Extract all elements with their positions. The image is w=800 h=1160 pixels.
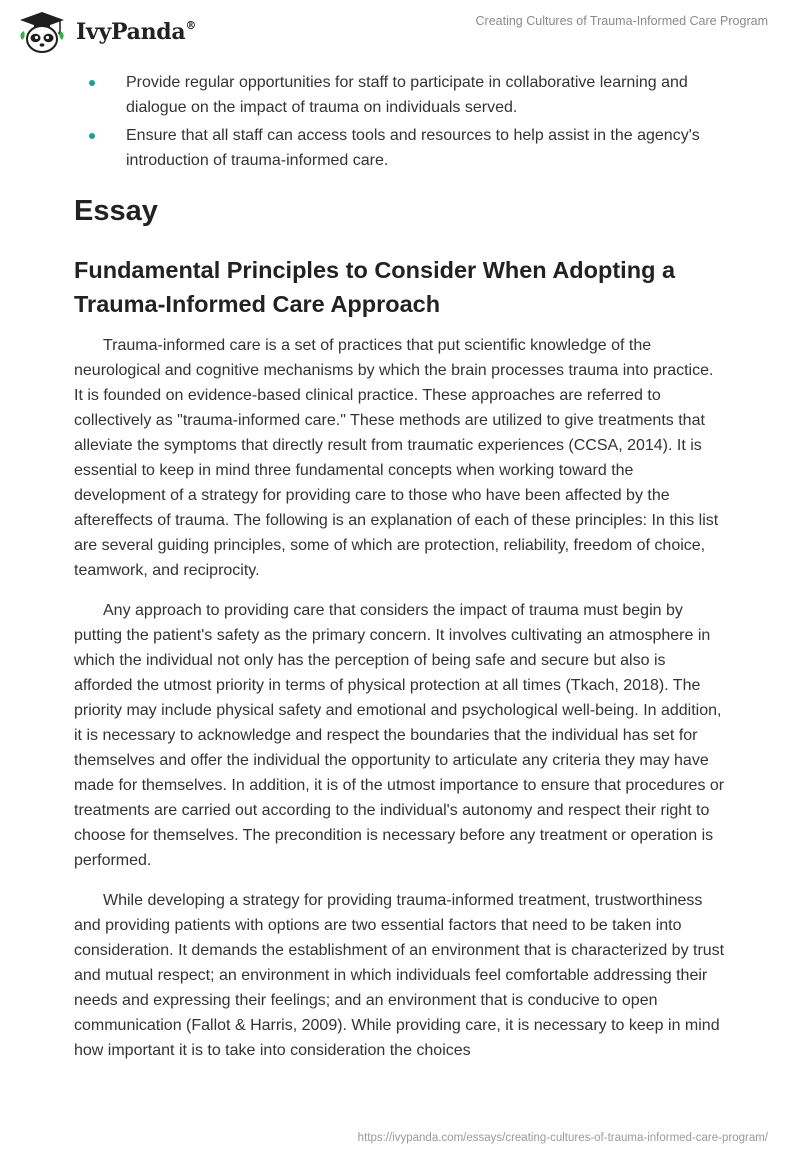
registered-mark: ® — [185, 18, 197, 32]
logo-text: IvyPanda — [76, 19, 186, 45]
essay-heading: Essay — [74, 195, 158, 227]
list-item — [74, 123, 726, 173]
page-header — [0, 0, 800, 64]
bullet-dot-icon — [89, 133, 95, 139]
paragraph: While developing a strategy for providing trauma-informed treatment, trustworthiness and providing patients with options are two essential factors that need to be taken into consideration. It demands the establishment of an environment that is characterized by trust and mutual respect; an environment in which individuals feel comfortable addressing their needs and expressing their feelings; and an environment that is conducive to open communication (Fallot & Harris, 2009). While providing care, it is necessary to keep in mind how important it is to take into consideration the choices — [74, 892, 725, 1059]
list-item-text: Provide regular opportunities for staff to participate in collaborative learning and dialogue on the impact of trauma on individuals served. — [126, 74, 688, 116]
ivypanda-logo[interactable] — [16, 8, 196, 56]
paragraph: Any approach to providing care that considers the impact of trauma must begin by putting the patient's safety as the primary concern. It involves cultivating an atmosphere in which the individual not only has the perception of being safe and secure but also is afforded the utmost priority in terms of physical protection at all times (Tkach, 2018). The priority may include physical safety and emotional and psychological well-being. In addition, it is necessary to acknowledge and respect the boundaries that the individual has set for themselves and offer the individual the opportunity to articulate any criteria they may have made for themselves. In addition, it is of the utmost importance to ensure that procedures or treatments are carried out according to the individual's autonomy and respect their right to choose for themselves. The precondition is necessary before any treatment or operation is performed. — [74, 602, 725, 869]
essay-content — [74, 70, 726, 1063]
list-item — [74, 70, 726, 120]
document-title: Creating Cultures of Trauma-Informed Care Program — [475, 14, 768, 28]
section-heading: Fundamental Principles to Consider When Adopting a Trauma-Informed Care Approach — [74, 257, 676, 317]
list-item-text: Ensure that all staff can access tools and resources to help assist in the agency's introduction of trauma-informed care. — [126, 127, 700, 169]
source-url[interactable]: https://ivypanda.com/essays/creating-cultures-of-trauma-informed-care-program/ — [357, 1132, 768, 1144]
paragraph: Trauma-informed care is a set of practices that put scientific knowledge of the neurological and cognitive mechanisms by which the brain processes trauma into practice. It is founded on evidence-based clinical practice. These approaches are referred to collectively as "trauma-informed care." These methods are utilized to give treatments that alleviate the symptoms that directly result from traumatic experiences (CCSA, 2014). It is essential to keep in mind three fundamental concepts when working toward the development of a strategy for providing care to those who have been affected by the aftereffects of trauma. The following is an explanation of each of these principles: In this list are several guiding principles, some of which are protection, reliability, freedom of choice, teamwork, and reciprocity. — [74, 337, 719, 579]
bullet-list — [74, 70, 726, 173]
panda-mascot-icon — [16, 10, 68, 54]
logo-wordmark — [76, 19, 196, 45]
bullet-dot-icon — [89, 80, 95, 86]
